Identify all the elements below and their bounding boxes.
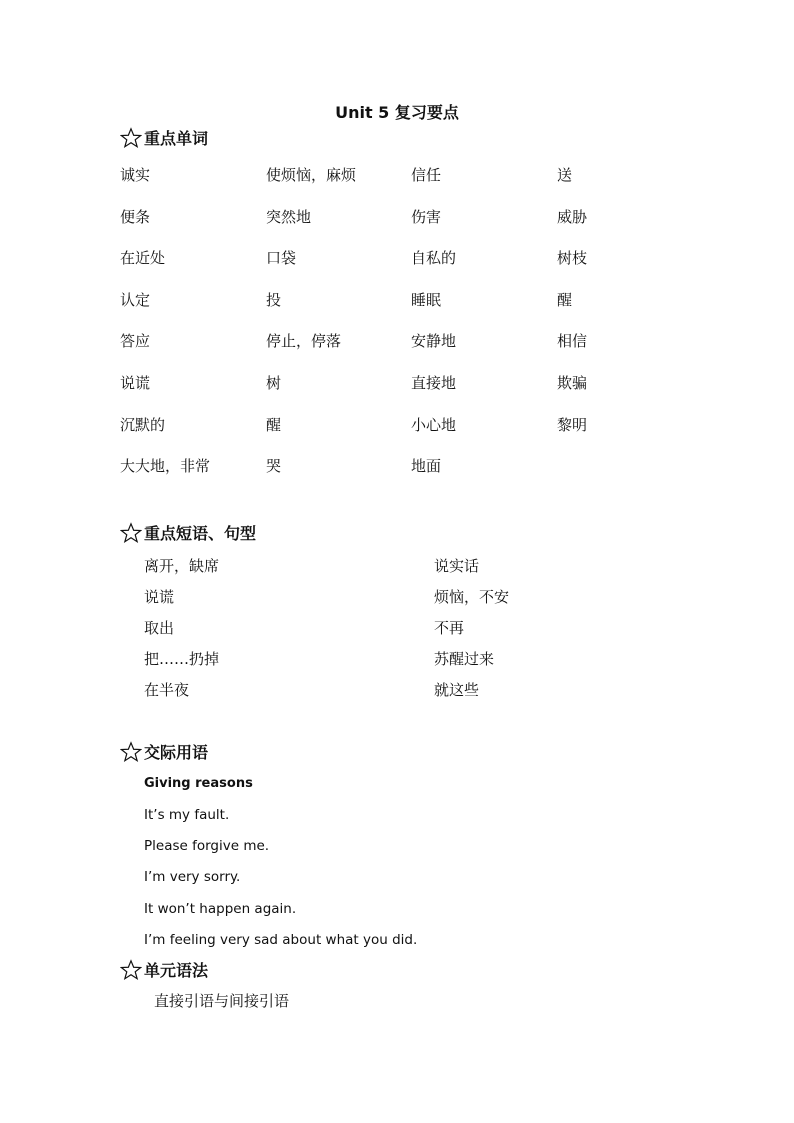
communication-sentence: I’m very sorry. xyxy=(144,869,241,886)
phrase-item: 就这些 xyxy=(434,681,480,699)
vocabulary-word: 地面 xyxy=(411,457,442,476)
vocabulary-word: 树枝 xyxy=(557,249,588,268)
vocabulary-row xyxy=(120,164,720,206)
vocabulary-word: 安静地 xyxy=(411,332,457,351)
communication-sentence: Please forgive me. xyxy=(144,838,270,855)
vocabulary-row xyxy=(120,330,720,372)
vocabulary-word: 送 xyxy=(557,166,573,184)
vocabulary-row xyxy=(120,414,720,456)
vocabulary-word: 相信 xyxy=(557,332,588,351)
vocabulary-word: 大大地，非常 xyxy=(120,457,211,476)
vocabulary-word: 突然地 xyxy=(266,207,312,226)
section-heading-vocabulary xyxy=(120,126,208,149)
phrase-row xyxy=(144,648,644,679)
vocabulary-word: 认定 xyxy=(120,290,151,309)
vocabulary-row xyxy=(120,289,720,331)
vocabulary-word: 说谎 xyxy=(120,373,151,392)
phrase-item: 说实话 xyxy=(434,557,480,575)
vocabulary-word: 自私的 xyxy=(411,249,457,268)
section-heading-grammar xyxy=(120,958,208,981)
phrase-item: 在半夜 xyxy=(144,681,190,699)
grammar-topic: 直接引语与间接引语 xyxy=(154,992,290,1010)
vocabulary-row xyxy=(120,247,720,289)
vocabulary-word: 答应 xyxy=(120,332,151,351)
vocabulary-row xyxy=(120,206,720,248)
phrase-row xyxy=(144,586,644,617)
vocabulary-word: 伤害 xyxy=(411,207,442,226)
vocabulary-word: 信任 xyxy=(411,166,442,184)
vocabulary-table xyxy=(120,164,720,497)
phrase-item: 苏醒过来 xyxy=(434,650,495,668)
phrase-item: 离开，缺席 xyxy=(144,557,220,575)
phrase-row xyxy=(144,555,644,586)
phrase-item: 把……扔掉 xyxy=(144,650,220,668)
vocabulary-word: 树 xyxy=(266,373,282,392)
section-heading-communication xyxy=(120,740,208,763)
vocabulary-word: 在近处 xyxy=(120,249,166,268)
vocabulary-word: 小心地 xyxy=(411,415,457,434)
star-outline-icon xyxy=(120,741,142,763)
section-heading-label: 交际用语 xyxy=(144,743,209,762)
vocabulary-word: 直接地 xyxy=(411,373,457,392)
vocabulary-row xyxy=(120,372,720,414)
phrase-item: 烦恼，不安 xyxy=(434,588,510,606)
vocabulary-word: 投 xyxy=(266,290,282,309)
communication-list xyxy=(144,773,704,960)
vocabulary-word: 口袋 xyxy=(266,249,297,268)
vocabulary-word: 便条 xyxy=(120,207,151,226)
vocabulary-word: 醒 xyxy=(557,290,573,309)
communication-sentence: I’m feeling very sad about what you did. xyxy=(144,931,418,948)
star-outline-icon xyxy=(120,522,142,544)
communication-sentence: It won’t happen again. xyxy=(144,900,297,917)
section-heading-label: 重点单词 xyxy=(144,129,209,148)
section-heading-label: 重点短语、句型 xyxy=(144,524,257,543)
vocabulary-word: 睡眠 xyxy=(411,290,442,309)
section-heading-phrases xyxy=(120,521,256,544)
communication-subheading: Giving reasons xyxy=(144,776,253,791)
vocabulary-word: 停止，停落 xyxy=(266,332,342,351)
phrase-row xyxy=(144,617,644,648)
page-title: Unit 5 复习要点 xyxy=(335,103,459,122)
vocabulary-word: 诚实 xyxy=(120,166,151,184)
vocabulary-row xyxy=(120,455,720,497)
phrase-item: 说谎 xyxy=(144,588,175,606)
star-outline-icon xyxy=(120,127,142,149)
phrase-row xyxy=(144,679,644,710)
vocabulary-word: 威胁 xyxy=(557,207,588,226)
vocabulary-word: 使烦恼，麻烦 xyxy=(266,166,357,184)
vocabulary-word: 黎明 xyxy=(557,415,588,434)
phrases-list xyxy=(144,555,644,710)
vocabulary-word: 欺骗 xyxy=(557,373,588,392)
section-heading-label: 单元语法 xyxy=(144,961,209,980)
phrase-item: 取出 xyxy=(144,619,175,637)
phrase-item: 不再 xyxy=(434,619,465,637)
vocabulary-word: 沉默的 xyxy=(120,415,166,434)
vocabulary-word: 醒 xyxy=(266,415,282,434)
vocabulary-word: 哭 xyxy=(266,457,282,476)
star-outline-icon xyxy=(120,959,142,981)
communication-sentence: It’s my fault. xyxy=(144,807,230,823)
